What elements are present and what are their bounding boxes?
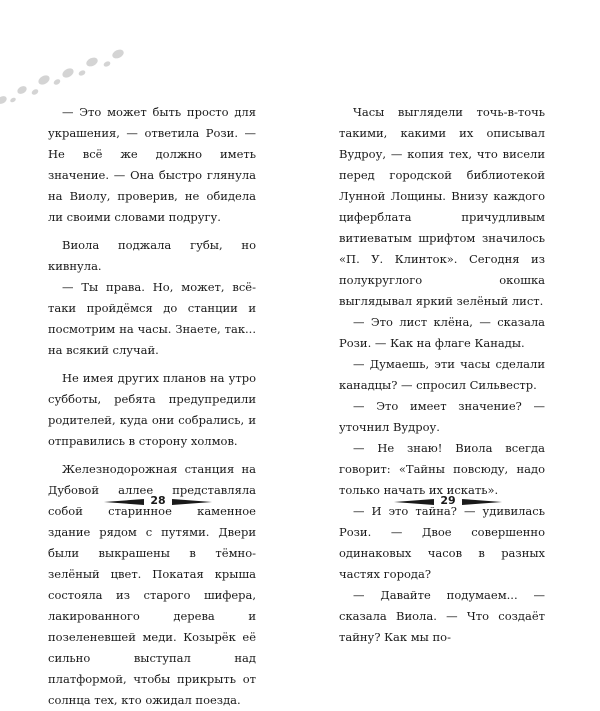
paragraph: Железнодорожная станция на Дубовой аллее представляла собой старинное каменное здание рядом с путями. Двери были выкрашены в тёмно-зелёный цвет. Покатая крыша состояла из старого шифера, лакированного дерева и позеленевшей меди. Козырёк её сильно выступал над платформой, чтобы прикрыть от солнца тех, кто ожидал поезда. (48, 462, 256, 707)
paragraph: Часы выглядели точь-в-точь такими, какими их описывал Вудроу, — копия тех, что висели перед городской библиотекой Лунной Лощины. Внизу каждого циферблата причудливым витиеватым шрифтом значилось «П. У. Клинток». Сегодня из полукруглого окошка выглядывал яркий зелёный лист. (339, 105, 545, 308)
left-page-text (48, 102, 256, 711)
page-number: 28 (150, 494, 166, 507)
left-page (0, 0, 300, 707)
paragraph: Не имея других планов на утро субботы, ребята предупредили родителей, куда они собрались, и отправились в сторону холмов. (48, 371, 256, 448)
paragraph: — Давайте подумаем... — сказала Виола. — Что создаёт тайну? Как мы по- (339, 588, 545, 644)
page-footer-left (0, 492, 300, 512)
paragraph: — И это тайна? — удивилась Рози. — Двое совершенно одинаковых часов в разных частях города? (339, 504, 545, 581)
paragraph: Виола поджала губы, но кивнула. (48, 238, 256, 273)
folio-ornament-right (172, 498, 212, 506)
paragraph: — Ты права. Но, может, всё-таки пройдёмся до станции и посмотрим на часы. Знаете, так... на всякий случай. (48, 280, 256, 357)
paragraph: — Это может быть просто для украшения, — ответила Рози. — Не всё же должно иметь значение. — Она быстро глянула на Виолу, проверив, не обидела ли своими словами подругу. (48, 105, 256, 224)
paragraph: — Думаешь, эти часы сделали канадцы? — спросил Сильвестр. (339, 357, 545, 392)
paragraph: — Это лист клёна, — сказала Рози. — Как на флаге Канады. (339, 315, 545, 350)
paragraph: — Это имеет значение? — уточнил Вудроу. (339, 399, 545, 434)
page-number: 29 (440, 494, 456, 507)
paragraph: — Не знаю! Виола всегда говорит: «Тайны повсюду, надо только начать их искать». (339, 441, 545, 497)
right-page-text (339, 102, 545, 648)
